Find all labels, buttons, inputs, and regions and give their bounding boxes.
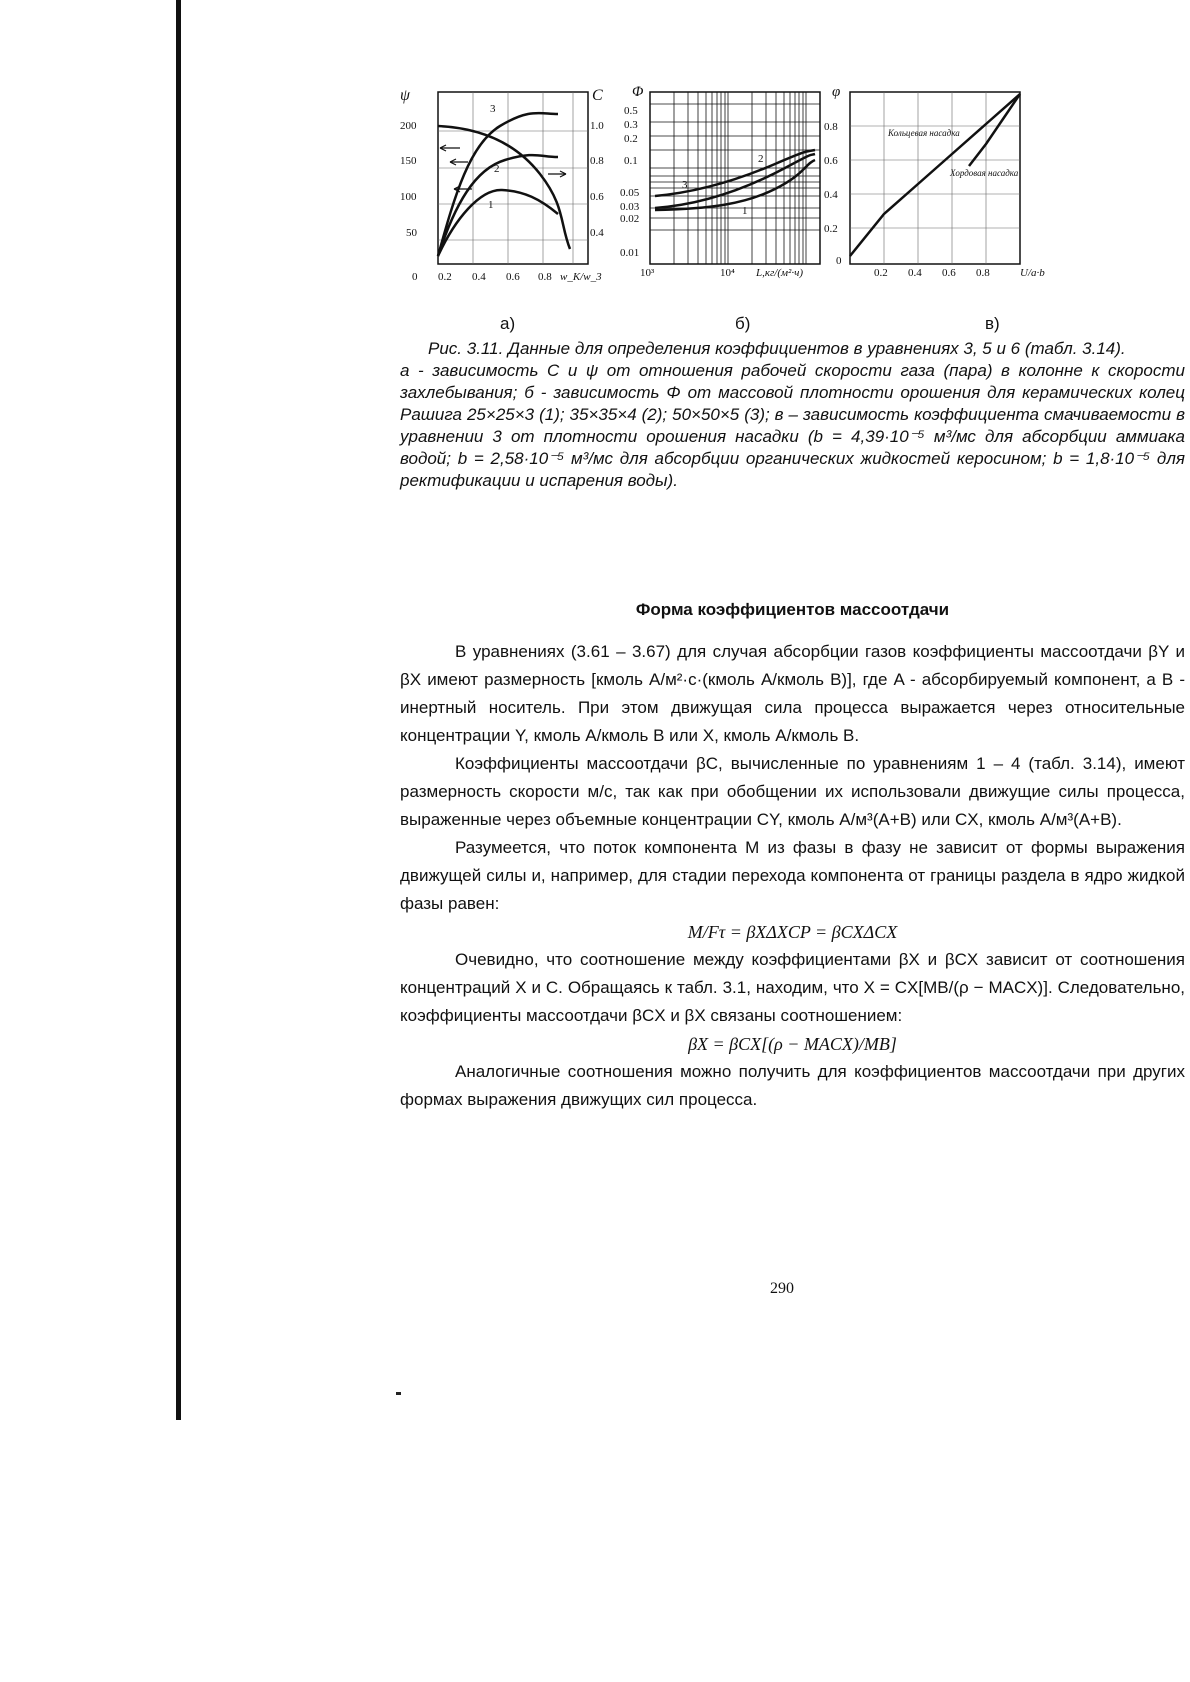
panel-b-curve-3: [655, 150, 815, 196]
binding-edge: [176, 0, 181, 1420]
section-title: Форма коэффициентов массоотдачи: [635, 600, 950, 619]
panel-b-curve-1: [655, 160, 815, 210]
panel-a-curve-label: 2: [494, 163, 500, 175]
figure-caption: [400, 338, 1185, 492]
panel-a-y2tick: 0.4: [590, 227, 604, 239]
panel-a: [400, 87, 604, 283]
panel-a-ytick: 100: [400, 191, 417, 203]
panel-letter-a: а): [500, 314, 516, 333]
figure-panels-svg: [400, 84, 1130, 324]
panel-b-xlabel: L,кг/(м²·ч): [756, 267, 804, 279]
panel-b-ytick: 0.1: [624, 155, 638, 167]
formula-beta-x: βX = βCX[(ρ − MACX)/MB]: [688, 1034, 897, 1054]
panel-c-ytick: 0: [836, 255, 842, 267]
panel-a-y2tick: 1.0: [590, 120, 604, 132]
panel-c-curve-grid: [969, 94, 1020, 166]
panel-a-left-symbol: ψ: [400, 87, 410, 104]
panel-b-ytick: 0.01: [620, 247, 640, 259]
panel-b-ytick: 0.3: [624, 119, 638, 131]
figure-3-11: [400, 84, 1130, 324]
panel-a-curve-3: [438, 113, 558, 256]
panel-a-right-symbol: C: [592, 87, 603, 104]
panel-c-annotation-grid: Хордовая насадка: [950, 168, 1019, 178]
panel-a-xtick: 0.4: [472, 271, 486, 283]
panel-b-xtick: 10³: [640, 267, 655, 279]
panel-a-curve-label: 1: [488, 199, 494, 211]
panel-c-ytick: 0.2: [824, 223, 838, 235]
panel-b-xtick: 10⁴: [720, 267, 735, 279]
paragraph: Коэффициенты массоотдачи βC, вычисленные по уравнениям 1 – 4 (табл. 3.14), имеют размерность скорости м/с, так как при обобщении их использовали движущие силы процесса, выраженные через объемные концентрации CY, кмоль A/м³(A+B) или CX, кмоль A/м³(A+B).: [400, 754, 1185, 829]
formula-flux: M/Fτ = βXΔXCP = βCXΔCX: [687, 922, 898, 942]
panel-b-curve-label: 1: [742, 205, 748, 217]
panel-a-curve-label: 3: [490, 103, 496, 115]
panel-c-ytick: 0.6: [824, 155, 838, 167]
panel-a-y2tick: 0.8: [590, 155, 604, 167]
panel-c-xtick: 0.8: [976, 267, 990, 279]
page-number: 290: [770, 1280, 794, 1297]
panel-a-ytick: 50: [406, 227, 417, 239]
panel-b-curve-label: 3: [682, 179, 688, 191]
panel-a-xlabel: w_K/w_3: [560, 271, 602, 283]
panel-a-xtick: 0.2: [438, 271, 452, 283]
panel-b-y-symbol: Φ: [632, 84, 644, 100]
panel-c-y-symbol: φ: [832, 84, 841, 100]
panel-b-ytick: 0.05: [620, 187, 640, 199]
panel-letter-c: в): [985, 314, 1000, 333]
panel-b: [620, 84, 820, 279]
panel-a-xtick: 0.6: [506, 271, 520, 283]
scan-speck: [396, 1392, 401, 1395]
paragraph: В уравнениях (3.61 – 3.67) для случая абсорбции газов коэффициенты массоотдачи βY и βX имеют размерность [кмоль A/м²·с·(кмоль A/кмоль B)], где A - абсорбируемый компонент, а B - инертный носитель. При этом движущая сила процесса выражается через относительные концентрации Y, кмоль A/кмоль B или X, кмоль A/кмоль B.: [400, 642, 1185, 745]
paragraph: Разумеется, что поток компонента M из фазы в фазу не зависит от формы выражения движущей силы и, например, для стадии перехода компонента от границы раздела в ядро жидкой фазы равен:: [400, 838, 1185, 913]
panel-a-xtick: 0: [412, 271, 418, 283]
panel-c-xtick: 0.2: [874, 267, 888, 279]
panel-a-ytick: 200: [400, 120, 417, 132]
caption-title: Рис. 3.11. Данные для определения коэффициентов в уравнениях 3, 5 и 6 (табл. 3.14).: [428, 339, 1126, 358]
panel-c-ytick: 0.4: [824, 189, 838, 201]
panel-b-curve-label: 2: [758, 153, 764, 165]
panel-c-xlabel: U/a·b: [1020, 267, 1045, 279]
panel-c-ytick: 0.8: [824, 121, 838, 133]
panel-b-ytick: 0.5: [624, 105, 638, 117]
panel-c-annotation-ring: Кольцевая насадка: [888, 128, 960, 138]
paragraph: Аналогичные соотношения можно получить для коэффициентов массоотдачи при других формах выражения движущих сил процесса.: [400, 1062, 1185, 1109]
panel-c-xtick: 0.4: [908, 267, 922, 279]
panel-a-ytick: 150: [400, 155, 417, 167]
panel-a-y2tick: 0.6: [590, 191, 604, 203]
caption-body: а - зависимость C и ψ от отношения рабочей скорости газа (пара) в колонне к скорости захлебывания; б - зависимость Φ от массовой плотности орошения для керамических колец Рашига 25×25×3 (1); 35×35×4 (2); 50×50×5 (3); в – зависимость коэффициента смачиваемости в уравнении 3 от плотности орошения насадки (b = 4,39·10⁻⁵ м³/мс для абсорбции аммиака водой; b = 2,58·10⁻⁵ м³/мс для абсорбции органических жидкостей керосином; b = 1,8·10⁻⁵ для ректификации и испарения воды).: [400, 361, 1185, 490]
body-text: [400, 638, 1185, 1114]
panel-b-ytick: 0.2: [624, 133, 638, 145]
panel-b-ytick: 0.02: [620, 213, 640, 225]
panel-letter-b: б): [735, 314, 751, 333]
panel-c-xtick: 0.6: [942, 267, 956, 279]
panel-b-ytick: 0.03: [620, 201, 640, 213]
panel-a-xtick: 0.8: [538, 271, 552, 283]
panel-c: [824, 84, 1045, 279]
paragraph: Очевидно, что соотношение между коэффициентами βX и βCX зависит от соотношения концентраций X и C. Обращаясь к табл. 3.1, находим, что X = CX[MB/(ρ − MACX)]. Следовательно, коэффициенты массоотдачи βCX и βX связаны соотношением:: [400, 950, 1185, 1025]
